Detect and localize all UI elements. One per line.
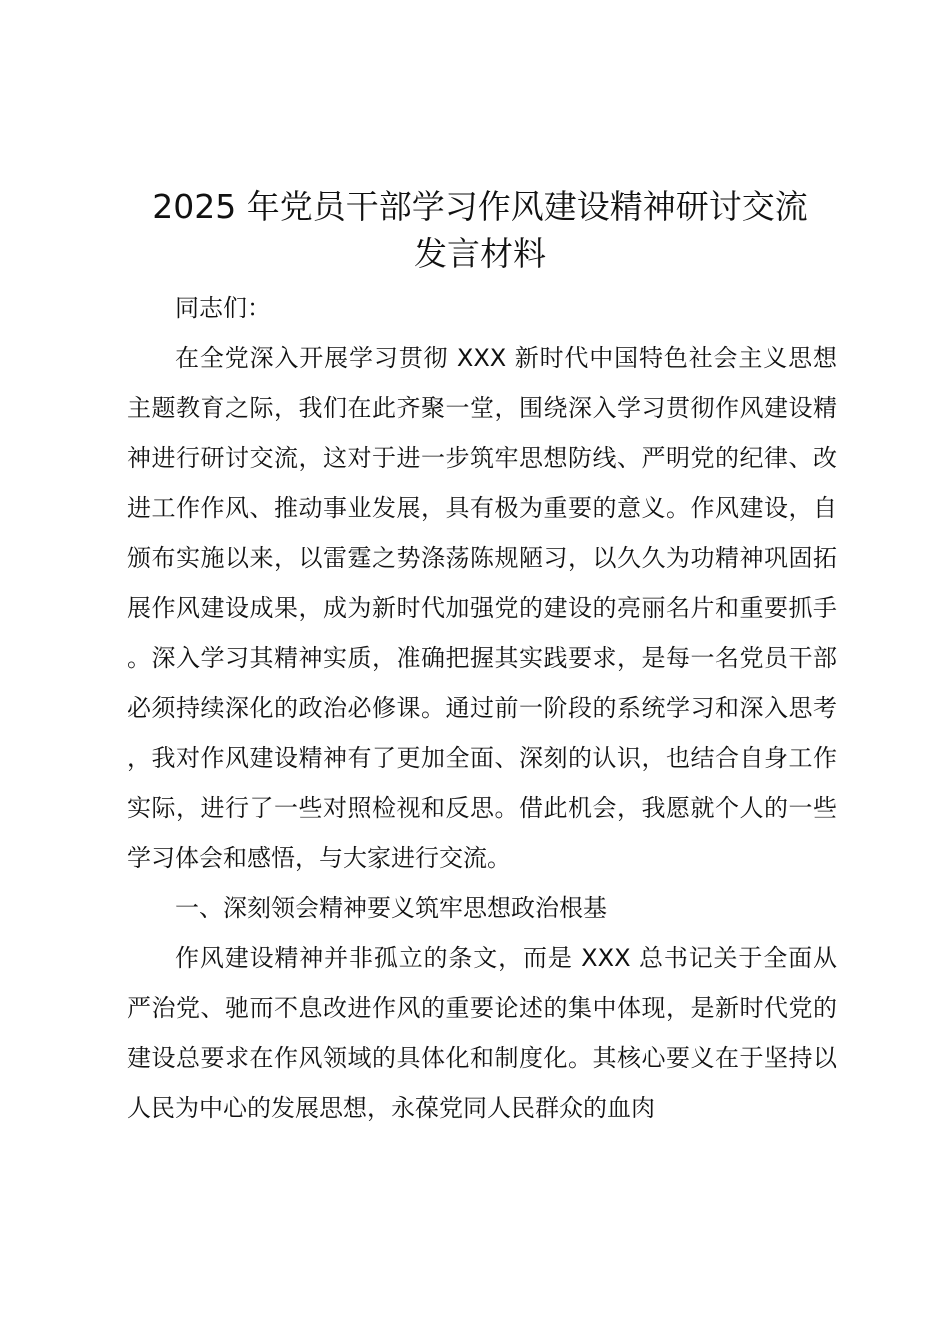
salutation: 同志们： xyxy=(175,294,271,322)
document-body xyxy=(127,283,837,1133)
section-1-paragraph: 作风建设精神并非孤立的条文，而是 XXX 总书记关于全面从严治党、驰而不息改进作风的重要论述的集中体现，是新时代党的建设总要求在作风领域的具体化和制度化。其核心要义在于坚持以人民为中心的发展思想，永葆党同人民群众的血肉 xyxy=(127,944,837,1122)
document-title xyxy=(110,183,850,277)
section-heading-1: 一、深刻领会精神要义筑牢思想政治根基 xyxy=(175,894,607,922)
intro-paragraph: 在全党深入开展学习贯彻 XXX 新时代中国特色社会主义思想主题教育之际，我们在此齐聚一堂，围绕深入学习贯彻作风建设精神进行研讨交流，这对于进一步筑牢思想防线、严明党的纪律、改进工作作风、推动事业发展，具有极为重要的意义。作风建设，自颁布实施以来，以雷霆之势涤荡陈规陋习，以久久为功精神巩固拓展作风建设成果，成为新时代加强党的建设的亮丽名片和重要抓手。深入学习其精神实质，准确把握其实践要求，是每一名党员干部必须持续深化的政治必修课。通过前一阶段的系统学习和深入思考，我对作风建设精神有了更加全面、深刻的认识，也结合自身工作实际，进行了一些对照检视和反思。借此机会，我愿就个人的一些学习体会和感悟，与大家进行交流。 xyxy=(127,344,837,872)
title-line-2: 发言材料 xyxy=(414,234,546,273)
title-line-1: 2025 年党员干部学习作风建设精神研讨交流 xyxy=(152,187,808,226)
